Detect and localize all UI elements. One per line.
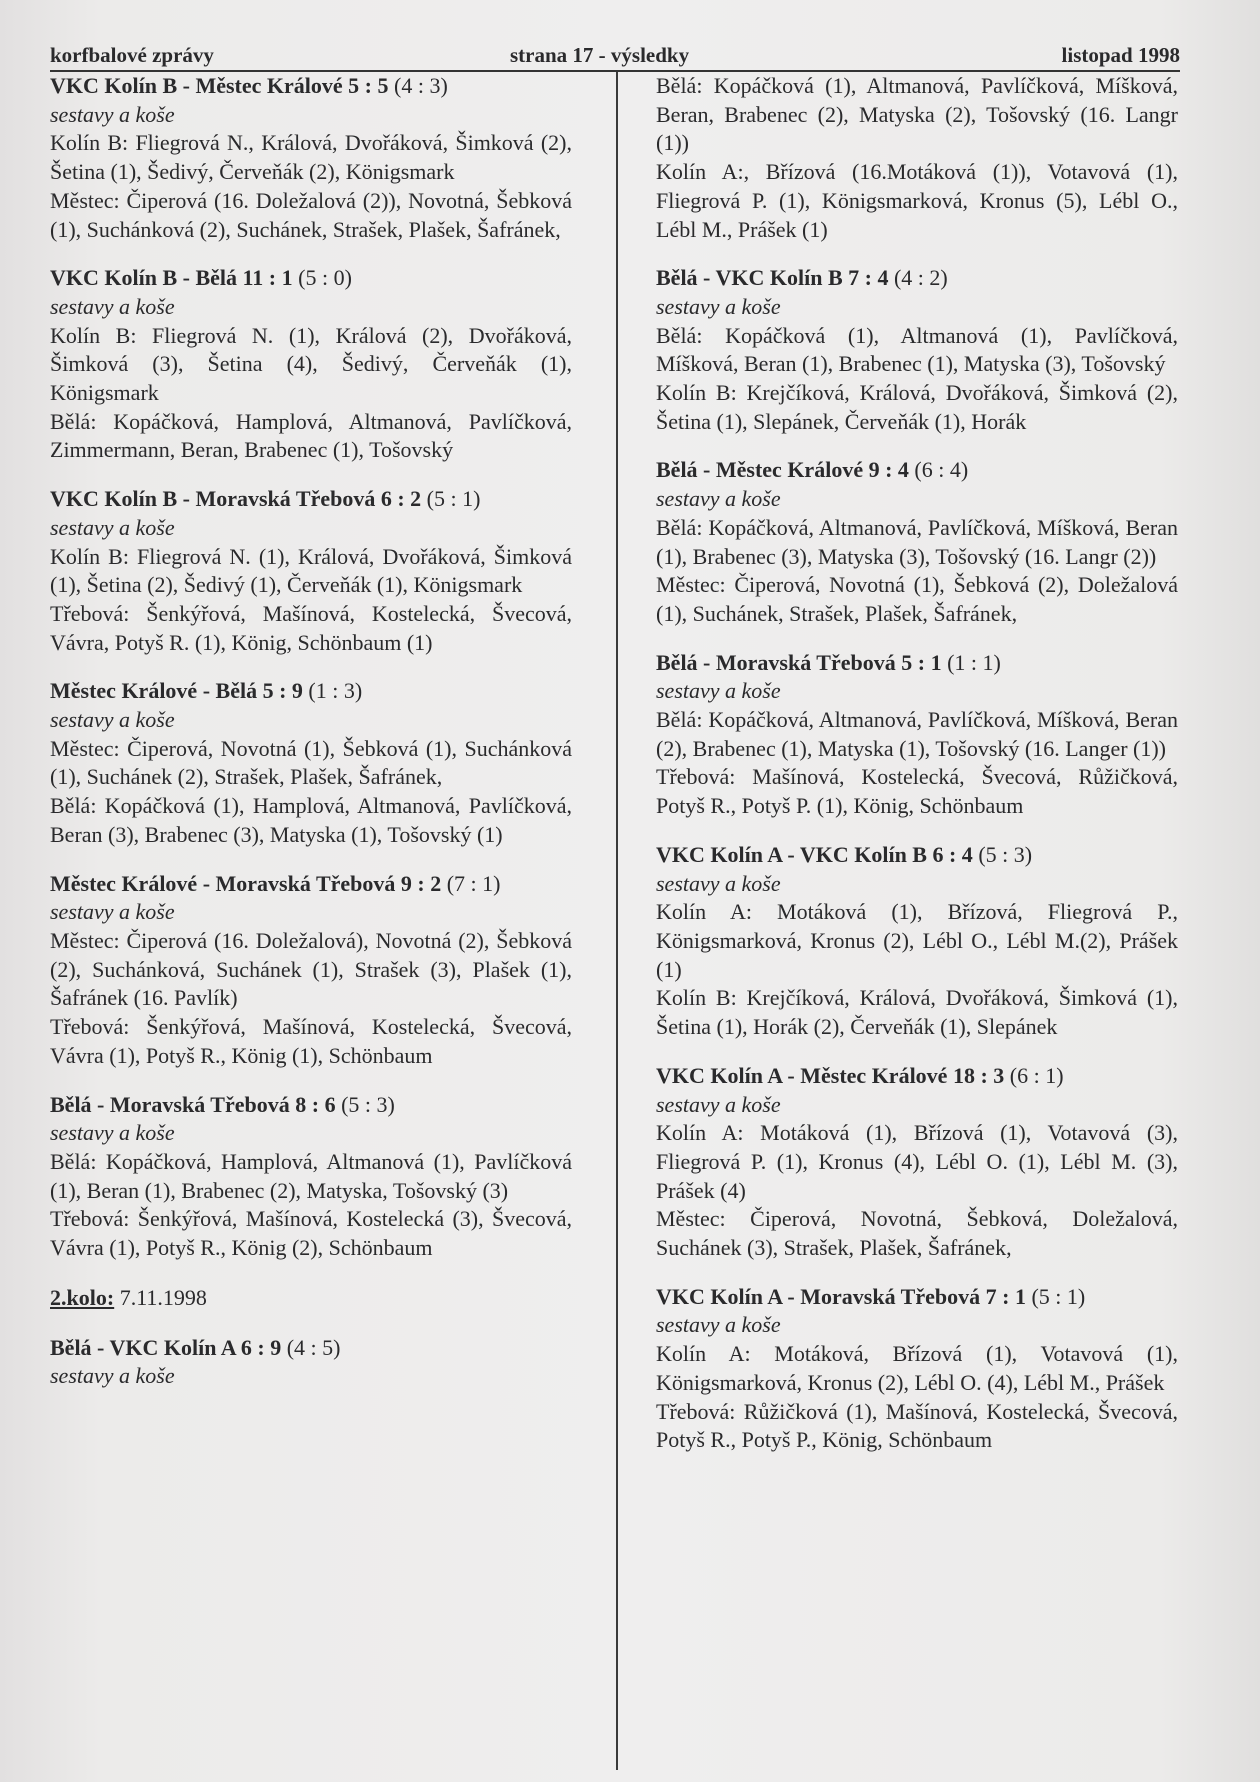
match-score: Bělá - Městec Králové 9 : 4 bbox=[656, 457, 915, 483]
match-halftime: (5 : 3) bbox=[978, 841, 1033, 867]
match-subtitle: sestavy a koše bbox=[656, 293, 781, 319]
match-title bbox=[50, 870, 572, 899]
match-subtitle: sestavy a koše bbox=[50, 293, 175, 319]
match-block bbox=[656, 1283, 1178, 1455]
match-score: VKC Kolín B - Městec Králové 5 : 5 bbox=[50, 73, 394, 98]
lineup-line: Kolín A: Motáková, Břízová (1), Votavová (1), Königsmarková, Kronus (2), Lébl O. (4), Lébl M., Prášek bbox=[656, 1341, 1178, 1395]
lineup-line: Kolín A:, Břízová (16.Motáková (1)), Votavová (1), Fliegrová P. (1), Königsmarková, Kronus (5), Lébl O., Lébl M., Prášek (1) bbox=[656, 159, 1178, 242]
match-score: Bělá - Moravská Třebová 8 : 6 bbox=[50, 1091, 342, 1117]
match-subtitle: sestavy a koše bbox=[656, 1091, 781, 1117]
match-halftime: (7 : 1) bbox=[446, 870, 501, 896]
match-score: VKC Kolín A - Moravská Třebová 7 : 1 bbox=[656, 1283, 1032, 1309]
left-column bbox=[50, 72, 572, 1391]
lineup-line: Třebová: Šenkýřová, Mašínová, Kostelecká, Švecová, Vávra (1), Potyš R., König (1), Schönbaum bbox=[50, 1014, 572, 1068]
lineup-line: Městec: Čiperová, Novotná (1), Šebková (2), Doležalová (1), Suchánek, Strašek, Plašek, Šafránek, bbox=[656, 572, 1178, 626]
match-halftime: (5 : 3) bbox=[341, 1091, 395, 1117]
lineup-line: Bělá: Kopáčková, Hamplová, Altmanová, Pavlíčková, Zimmermann, Beran, Brabenec (1), Tošovský bbox=[50, 408, 572, 463]
match-title bbox=[50, 72, 572, 101]
match-halftime: (4 : 5) bbox=[286, 1334, 341, 1360]
match-continued bbox=[656, 72, 1178, 244]
match-halftime: (4 : 2) bbox=[893, 265, 948, 291]
lineup-line: Kolín B: Krejčíková, Králová, Dvořáková, Šimková (1), Šetina (1), Horák (2), Červeňák (1), Slepánek bbox=[656, 985, 1178, 1040]
lineup-line: Městec: Čiperová (16. Doležalová (2)), Novotná, Šebková (1), Suchánková (2), Suchánek, Strašek, Plašek, Šafránek, bbox=[50, 187, 572, 242]
match-block bbox=[50, 1091, 572, 1263]
match-block bbox=[50, 72, 572, 244]
lineup-line: Bělá: Kopáčková (1), Altmanová (1), Pavlíčková, Míšková, Beran (1), Brabenec (1), Matyska (3), Tošovský bbox=[656, 322, 1178, 377]
match-block bbox=[50, 485, 572, 657]
lineup-line: Třebová: Mašínová, Kostelecká, Švecová, Růžičková, Potyš R., Potyš P. (1), König, Schönbaum bbox=[656, 764, 1178, 819]
match-subtitle: sestavy a koše bbox=[50, 707, 175, 733]
lineup-line: Třebová: Šenkýřová, Mašínová, Kostelecká (3), Švecová, Vávra (1), Potyš R., König (2), Schönbaum bbox=[50, 1206, 572, 1261]
match-title bbox=[656, 456, 1178, 485]
match-block bbox=[50, 870, 572, 1071]
match-subtitle: sestavy a koše bbox=[50, 101, 175, 127]
match-score: Městec Králové - Moravská Třebová 9 : 2 bbox=[50, 870, 447, 896]
match-subtitle: sestavy a koše bbox=[50, 514, 175, 540]
match-subtitle: sestavy a koše bbox=[50, 899, 175, 925]
lineup-line: Kolín B: Fliegrová N. (1), Králová (2), Dvořáková, Šimková (3), Šetina (4), Šedivý, Červeňák (1), Königsmark bbox=[50, 322, 572, 406]
lineup-line: Kolín B: Krejčíková, Králová, Dvořáková, Šimková (2), Šetina (1), Slepánek, Červeňák (1), Horák bbox=[656, 380, 1178, 434]
match-subtitle: sestavy a koše bbox=[656, 678, 781, 704]
match-score: Bělá - Moravská Třebová 5 : 1 bbox=[656, 649, 948, 675]
match-block bbox=[50, 1334, 572, 1391]
match-score: VKC Kolín B - Bělá 11 : 1 bbox=[50, 265, 299, 291]
match-score: VKC Kolín A - Městec Králové 18 : 3 bbox=[656, 1062, 1010, 1088]
column-divider bbox=[616, 72, 618, 1770]
match-title bbox=[50, 677, 572, 706]
match-title bbox=[656, 1283, 1178, 1312]
match-score: Městec Králové - Bělá 5 : 9 bbox=[50, 678, 309, 704]
lineup-line: Třebová: Růžičková (1), Mašínová, Kostelecká, Švecová, Potyš R., Potyš P., König, Schönbaum bbox=[656, 1398, 1178, 1453]
match-halftime: (1 : 3) bbox=[308, 678, 363, 704]
round-label: 2.kolo: bbox=[50, 1284, 115, 1310]
lineup-line: Městec: Čiperová (16. Doležalová), Novotná (2), Šebková (2), Suchánková, Suchánek (1), Strašek (3), Plašek (1), Šafránek (16. Pavlík) bbox=[50, 927, 572, 1011]
match-halftime: (5 : 1) bbox=[426, 486, 481, 512]
lineup-line: Kolín B: Fliegrová N. (1), Králová, Dvořáková, Šimková (1), Šetina (2), Šedivý (1), Červeňák (1), Königsmark bbox=[50, 543, 572, 598]
match-title bbox=[656, 1062, 1178, 1091]
lineup-line: Kolín A: Motáková (1), Břízová, Fliegrová P., Königsmarková, Kronus (2), Lébl O., Lébl M.(2), Prášek (1) bbox=[656, 899, 1178, 982]
match-title bbox=[656, 264, 1178, 293]
lineup-line: Kolín A: Motáková (1), Břízová (1), Votavová (3), Fliegrová P. (1), Kronus (4), Lébl O. (1), Lébl M. (3), Prášek (4) bbox=[656, 1120, 1178, 1203]
match-subtitle: sestavy a koše bbox=[656, 486, 781, 512]
match-title bbox=[656, 649, 1178, 678]
lineup-line: Třebová: Šenkýřová, Mašínová, Kostelecká, Švecová, Vávra, Potyš R. (1), König, Schönbaum (1) bbox=[50, 600, 572, 655]
match-halftime: (1 : 1) bbox=[947, 649, 1001, 675]
match-block bbox=[656, 456, 1178, 628]
round-heading bbox=[50, 1283, 572, 1312]
match-halftime: (4 : 3) bbox=[394, 73, 448, 98]
match-subtitle: sestavy a koše bbox=[656, 1312, 781, 1338]
match-subtitle: sestavy a koše bbox=[656, 870, 781, 896]
right-column bbox=[656, 72, 1178, 1475]
match-score: Bělá - VKC Kolín A 6 : 9 bbox=[50, 1334, 287, 1360]
header-publication: korfbalové zprávy bbox=[50, 43, 214, 67]
match-title bbox=[50, 485, 572, 514]
match-title bbox=[656, 841, 1178, 870]
match-block bbox=[50, 264, 572, 465]
match-title bbox=[50, 1334, 572, 1363]
header-page-number: strana 17 - výsledky bbox=[510, 43, 690, 67]
match-title bbox=[50, 1091, 572, 1120]
match-score: VKC Kolín A - VKC Kolín B 6 : 4 bbox=[656, 841, 979, 867]
match-halftime: (5 : 1) bbox=[1031, 1283, 1086, 1309]
match-block bbox=[656, 264, 1178, 436]
lineup-line: Kolín B: Fliegrová N., Králová, Dvořáková, Šimková (2), Šetina (1), Šedivý, Červeňák (2), Königsmark bbox=[50, 130, 572, 185]
lineup-line: Bělá: Kopáčková, Altmanová, Pavlíčková, Míšková, Beran (1), Brabenec (3), Matyska (3), Tošovský (16. Langr (2)) bbox=[656, 514, 1178, 569]
match-block bbox=[656, 1062, 1178, 1263]
match-halftime: (6 : 4) bbox=[914, 457, 969, 483]
lineup-line: Bělá: Kopáčková, Hamplová, Altmanová (1), Pavlíčková (1), Beran (1), Brabenec (2), Matyska, Tošovský (3) bbox=[50, 1148, 572, 1203]
lineup-line: Městec: Čiperová, Novotná, Šebková, Doležalová, Suchánek (3), Strašek, Plašek, Šafránek, bbox=[656, 1206, 1178, 1261]
match-subtitle: sestavy a koše bbox=[50, 1363, 175, 1389]
lineup-line: Bělá: Kopáčková (1), Hamplová, Altmanová, Pavlíčková, Beran (3), Brabenec (3), Matyska (1), Tošovský (1) bbox=[50, 793, 572, 847]
match-score: Bělá - VKC Kolín B 7 : 4 bbox=[656, 265, 894, 291]
match-subtitle: sestavy a koše bbox=[50, 1120, 175, 1146]
page-header bbox=[50, 40, 1180, 72]
round-date: 7.11.1998 bbox=[114, 1284, 207, 1310]
match-title bbox=[50, 264, 572, 293]
match-score: VKC Kolín B - Moravská Třebová 6 : 2 bbox=[50, 486, 427, 512]
lineup-line: Městec: Čiperová, Novotná (1), Šebková (1), Suchánková (1), Suchánek (2), Strašek, Plašek, Šafránek, bbox=[50, 735, 572, 790]
header-date: listopad 1998 bbox=[1061, 43, 1180, 67]
lineup-line: Bělá: Kopáčková (1), Altmanová, Pavlíčková, Míšková, Beran, Brabenec (2), Matyska (2), Tošovský (16. Langr (1)) bbox=[656, 73, 1178, 156]
match-block bbox=[50, 677, 572, 849]
match-halftime: (6 : 1) bbox=[1009, 1062, 1064, 1088]
match-block bbox=[656, 841, 1178, 1042]
match-block bbox=[656, 649, 1178, 821]
lineup-line: Bělá: Kopáčková, Altmanová, Pavlíčková, Míšková, Beran (2), Brabenec (1), Matyska (1), Tošovský (16. Langer (1)) bbox=[656, 707, 1178, 761]
match-halftime: (5 : 0) bbox=[298, 265, 352, 291]
